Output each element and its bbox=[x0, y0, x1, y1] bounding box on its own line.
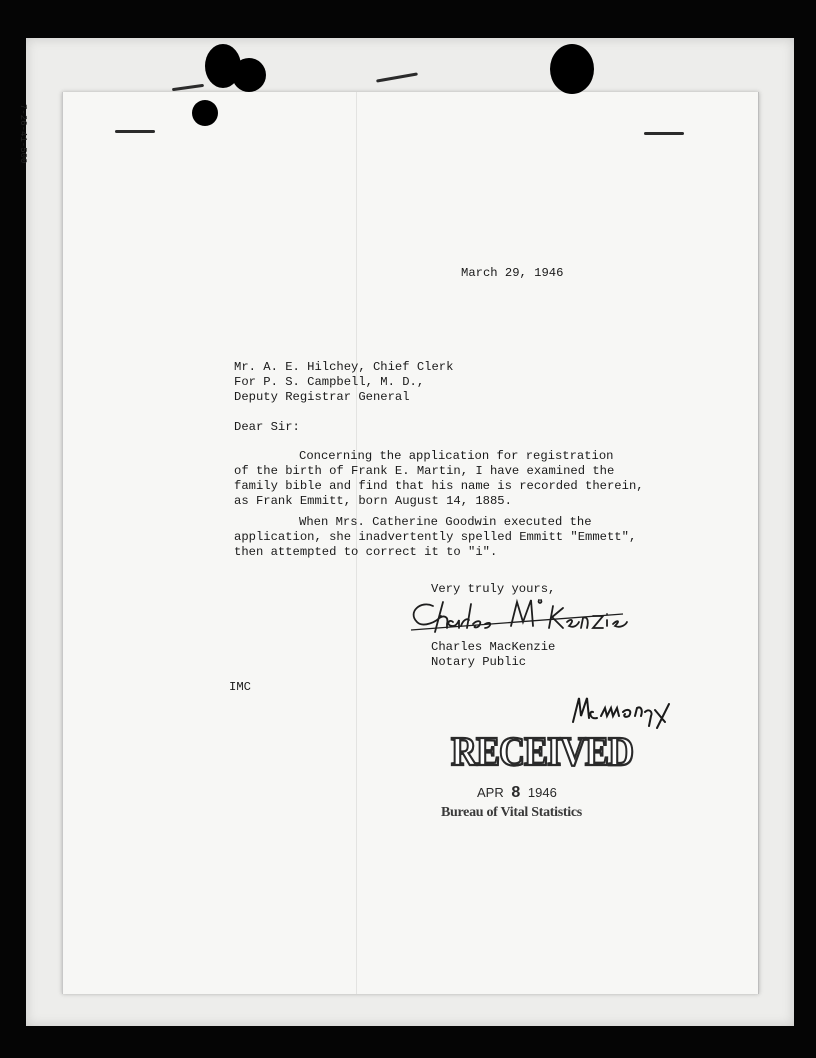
letter-date: March 29, 1946 bbox=[461, 266, 564, 280]
salutation: Dear Sir: bbox=[234, 420, 300, 434]
body-paragraph-1-line-3: family bible and find that his name is recorded therein, bbox=[234, 479, 644, 493]
closing: Very truly yours, bbox=[431, 582, 556, 596]
signer-name: Charles MacKenzie bbox=[431, 640, 556, 654]
punch-hole bbox=[232, 58, 266, 92]
punch-hole bbox=[550, 44, 594, 94]
staple-mark bbox=[644, 132, 684, 135]
body-paragraph-2-line-2: application, she inadvertently spelled Emmitt "Emmett", bbox=[234, 530, 637, 544]
handwritten-signature bbox=[403, 592, 643, 642]
stamp-received-text: RECEIVED bbox=[451, 728, 634, 774]
body-paragraph-1-line-1: Concerning the application for registration bbox=[299, 449, 614, 463]
stamp-date bbox=[477, 784, 557, 802]
stamp-bureau: Bureau of Vital Statistics bbox=[441, 805, 582, 820]
recipient-line-1: Mr. A. E. Hilchey, Chief Clerk bbox=[234, 360, 454, 374]
punch-hole bbox=[192, 100, 218, 126]
body-paragraph-1-line-4: as Frank Emmitt, born August 14, 1885. bbox=[234, 494, 512, 508]
body-paragraph-2-line-1: When Mrs. Catherine Goodwin executed the bbox=[299, 515, 592, 529]
side-code: 7-26-41-500 bbox=[18, 104, 28, 164]
letter-page bbox=[62, 92, 759, 994]
staple-mark bbox=[115, 130, 155, 133]
recipient-line-2: For P. S. Campbell, M. D., bbox=[234, 375, 425, 389]
body-paragraph-1-line-2: of the birth of Frank E. Martin, I have examined the bbox=[234, 464, 615, 478]
typist-initials: IMC bbox=[229, 680, 251, 694]
stamp-year: 1946 bbox=[527, 785, 557, 800]
received-stamp bbox=[433, 722, 633, 832]
signer-title: Notary Public bbox=[431, 655, 527, 669]
recipient-line-3: Deputy Registrar General bbox=[234, 390, 410, 404]
stamp-month: APR bbox=[477, 785, 504, 800]
handwritten-initial bbox=[505, 686, 675, 732]
stamp-day: 8 bbox=[511, 784, 521, 801]
body-paragraph-2-line-3: then attempted to correct it to "i". bbox=[234, 545, 498, 559]
